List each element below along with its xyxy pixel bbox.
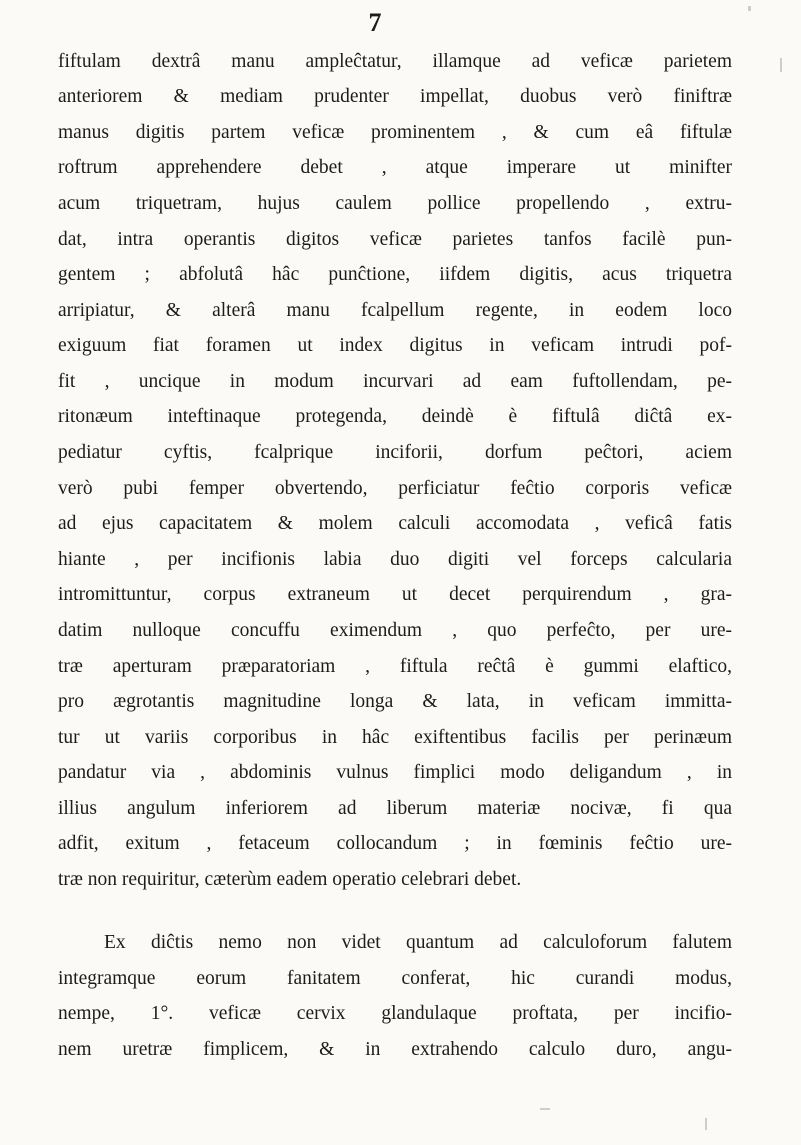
- text-line: hiante , per incifionis labia duo digiti vel forceps calcularia: [58, 549, 732, 570]
- text-line: dat, intra operantis digitos veficæ parietes tanfos facilè pun-: [58, 229, 732, 250]
- text-line: ad ejus capacitatem & molem calculi accomodata , veficâ fatis: [58, 513, 732, 534]
- text-line: gentem ; abfolutâ hâc punĉtione, iifdem digitis, acus triquetra: [58, 264, 732, 285]
- text-line: tur ut variis corporibus in hâc exiftentibus facilis per perinæum: [58, 727, 732, 748]
- text-line: pro ægrotantis magnitudine longa & lata, in veficam immitta-: [58, 691, 732, 712]
- text-line: fiftulam dextrâ manu ampleĉtatur, illamque ad veficæ parietem: [58, 51, 732, 72]
- text-line: ritonæum inteftinaque protegenda, deindè è fiftulâ diĉtâ ex-: [58, 406, 732, 427]
- paper-speck: [780, 58, 782, 72]
- text-line: træ aperturam præparatoriam , fiftula reĉtâ è gummi elaftico,: [58, 656, 732, 677]
- text-line: pediatur cyftis, fcalprique inciforii, dorfum peĉtori, aciem: [58, 442, 732, 463]
- text-line: exiguum fiat foramen ut index digitus in veficam intrudi pof-: [58, 335, 732, 356]
- text-line: manus digitis partem veficæ prominentem , & cum eâ fiftulæ: [58, 122, 732, 143]
- text-line: nempe, 1°. veficæ cervix glandulaque proftata, per incifio-: [58, 1003, 732, 1024]
- text-line: anteriorem & mediam prudenter impellat, duobus verò finiftræ: [58, 86, 732, 107]
- paper-speck: [705, 1118, 707, 1130]
- text-line: intromittuntur, corpus extraneum ut decet perquirendum , gra-: [58, 584, 732, 605]
- text-line: arripiatur, & alterâ manu fcalpellum regente, in eodem loco: [58, 300, 732, 321]
- text-line: adfit, exitum , fetaceum collocandum ; in fœminis feĉtio ure-: [58, 833, 732, 854]
- text-line: nem uretræ fimplicem, & in extrahendo calculo duro, angu-: [58, 1039, 732, 1060]
- text-line: illius angulum inferiorem ad liberum materiæ nocivæ, fi qua: [58, 798, 732, 819]
- text-line: acum triquetram, hujus caulem pollice propellendo , extru-: [58, 193, 732, 214]
- text-line: datim nulloque concuffu eximendum , quo perfeĉto, per ure-: [58, 620, 732, 641]
- paper-speck: [540, 1108, 550, 1110]
- text-line: integramque eorum fanitatem conferat, hic curandi modus,: [58, 968, 732, 989]
- text-line: verò pubi femper obvertendo, perficiatur feĉtio corporis veficæ: [58, 478, 732, 499]
- page-number: 7: [368, 8, 382, 37]
- text-line: Ex diĉtis nemo non videt quantum ad calculoforum falutem: [104, 932, 732, 953]
- text-line: pandatur via , abdominis vulnus fimplici modo deligandum , in: [58, 762, 732, 783]
- text-line: træ non requiritur, cæterùm eadem operatio celebrari debet.: [58, 869, 522, 890]
- text-line: fit , uncique in modum incurvari ad eam fuftollendam, pe-: [58, 371, 732, 392]
- paper-speck: [748, 6, 751, 11]
- text-line: roftrum apprehendere debet , atque imperare ut minifter: [58, 157, 732, 178]
